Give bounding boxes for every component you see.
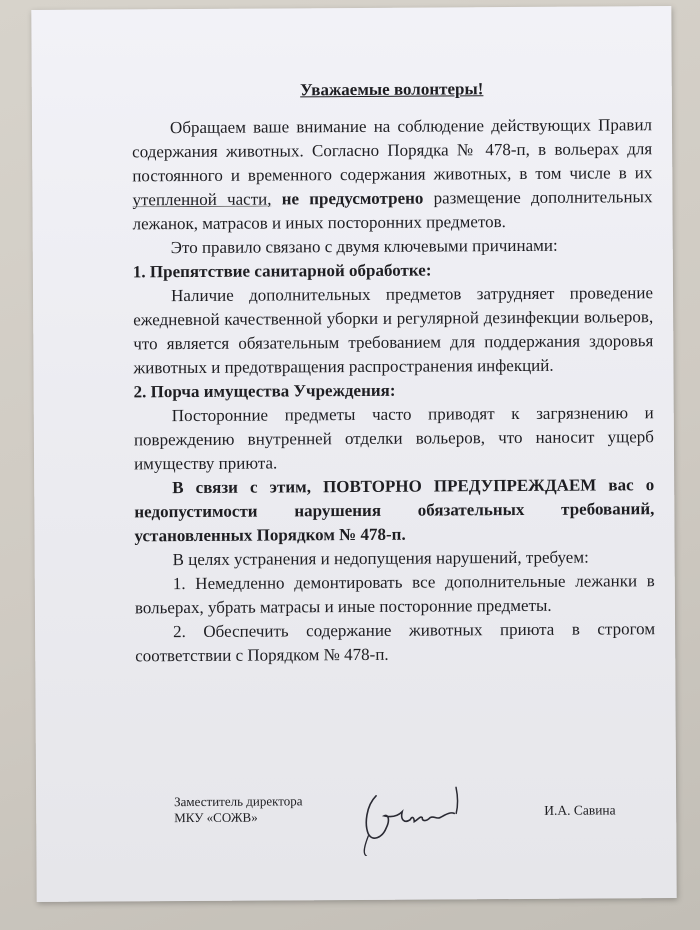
demand-item-2: 2. Обеспечить содержание животных приюта в строгом соответствии с Порядком № 478-п. xyxy=(135,619,656,666)
reason-1-heading: 1. Препятствие санитарной обработке: xyxy=(132,260,432,282)
reason-2-text: Посторонние предметы часто приводят к загрязнению и повреждению внутренней отделки вольеров, что наносит ущерб имуществу приюта. xyxy=(133,403,654,474)
demand-intro: В целях устранения и недопущения нарушений, требуем: xyxy=(172,547,589,570)
reason-2-heading: 2. Порча имущества Учреждения: xyxy=(133,380,396,402)
signatory-position: Заместитель директора xyxy=(174,793,303,810)
document-title: Уважаемые волонтеры! xyxy=(300,79,484,100)
handwritten-signature xyxy=(354,775,484,856)
signatory-block xyxy=(174,793,303,826)
document-body xyxy=(132,76,656,668)
intro-paragraph xyxy=(132,113,653,236)
intro-text-2: размещение дополнительных лежанок, матрасов и иных посторонних предметов. xyxy=(132,187,653,234)
intro-bold: не предусмотрено xyxy=(281,188,424,209)
highlight-text: утепленной части, xyxy=(132,189,272,210)
warning-paragraph: В связи с этим, ПОВТОРНО ПРЕДУПРЕЖДАЕМ вас о недопустимости нарушения обязательных требований, установленных Порядком № 478-п. xyxy=(134,475,655,546)
signatory-name: И.А. Савина xyxy=(544,802,616,818)
document-sheet xyxy=(31,6,676,902)
reasons-intro: Это правило связано с двумя ключевыми причинами: xyxy=(170,235,558,258)
signatory-organization: МКУ «СОЖВ» xyxy=(174,809,258,826)
reason-1-text: Наличие дополнительных предметов затрудняет проведение ежедневной качественной уборки и регулярной дезинфекции вольеров, что является обязательным требованием для поддержания здоровья животных и предотвращения распространения инфекций. xyxy=(133,283,654,378)
demand-item-1: 1. Немедленно демонтировать все дополнительные лежанки в вольерах, убрать матрасы и иные посторонние предметы. xyxy=(134,571,655,618)
intro-text-1: Обращаем ваше внимание на соблюдение действующих Правил содержания животных. Согласно Порядка № 478-п, в вольерах для постоянного и временного содержания животных, в том числе в их xyxy=(132,115,653,186)
highlighted-phrase xyxy=(132,189,271,209)
